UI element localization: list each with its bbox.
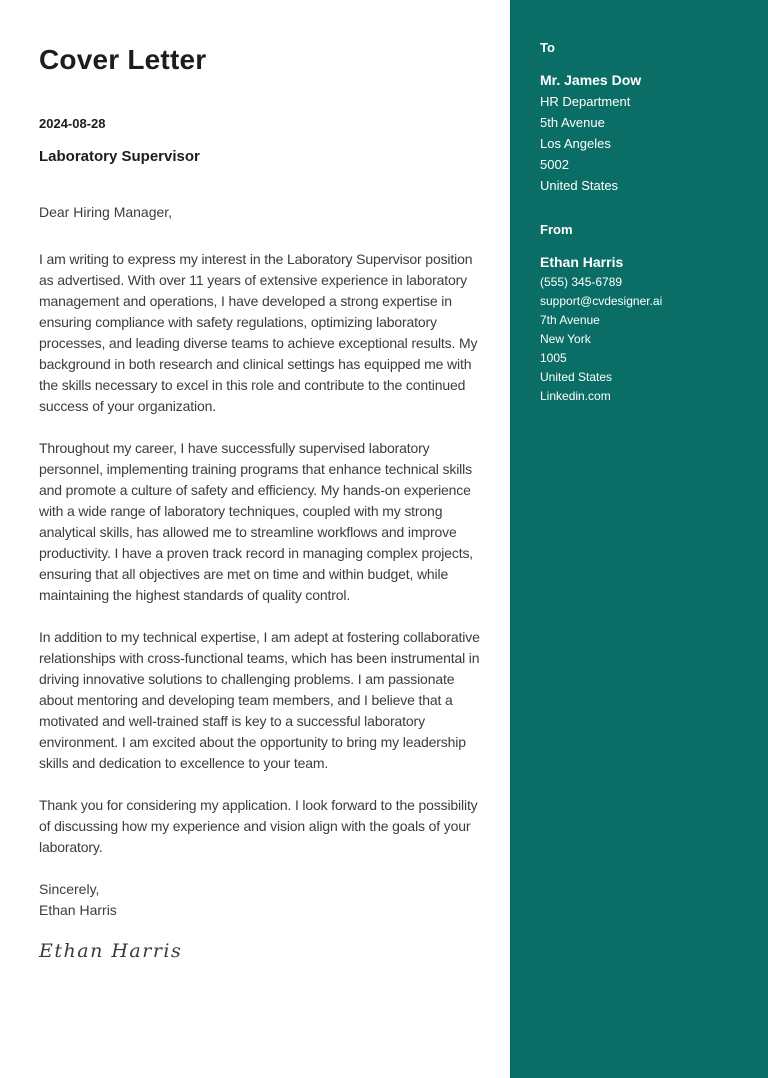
- recipient-city: Los Angeles: [540, 136, 611, 151]
- job-title: Laboratory Supervisor: [39, 148, 200, 165]
- sender-country: United States: [540, 370, 613, 384]
- from-section: [540, 222, 744, 406]
- letter-date: 2024-08-28: [39, 116, 106, 131]
- handwritten-signature: Ethan Harris: [39, 940, 183, 962]
- recipient-country: United States: [540, 178, 619, 193]
- sender-zip: 1005: [540, 351, 567, 365]
- paragraph-collaboration: In addition to my technical expertise, I am adept at fostering collaborative relationships with cross-functional teams, which has been instrumental in driving innovative solutions to challenging problems. I am passionate about mentoring and developing team members, and I believe that a motivated and well-trained staff is key to a successful laboratory environment. I am excited about the opportunity to bring my leadership skills and dedication to excellence to your team.: [39, 629, 480, 771]
- paragraph-thanks: Thank you for considering my application. I look forward to the possibility of discussing how my experience and vision align with the goals of your laboratory.: [39, 797, 478, 855]
- recipient-zip: 5002: [540, 157, 569, 172]
- sender-street: 7th Avenue: [540, 313, 600, 327]
- salutation: Dear Hiring Manager,: [39, 204, 173, 220]
- closing-line: Sincerely,: [39, 881, 100, 897]
- signer-name: Ethan Harris: [39, 902, 117, 918]
- sender-phone: (555) 345-6789: [540, 275, 623, 289]
- recipient-name: Mr. James Dow: [540, 72, 642, 88]
- sender-linkedin[interactable]: Linkedin.com: [540, 389, 611, 403]
- to-heading: To: [540, 40, 555, 55]
- to-section: [540, 40, 744, 196]
- recipient-department: HR Department: [540, 94, 631, 109]
- closing-block: [39, 879, 480, 921]
- contact-sidebar: [510, 0, 768, 1078]
- paragraph-career: Throughout my career, I have successfully supervised laboratory personnel, implementing training programs that enhance technical skills and promote a culture of safety and efficiency. My hands-on experience with a wide range of laboratory techniques, coupled with my strong analytical skills, has allowed me to streamline workflows and improve productivity. I have a proven track record in managing complex projects, ensuring that all objectives are met on time and within budget, while maintaining the highest standards of quality control.: [39, 440, 474, 603]
- from-heading: From: [540, 222, 573, 237]
- paragraph-intro: I am writing to express my interest in the Laboratory Supervisor position as advertised. With over 11 years of extensive experience in laboratory management and operations, I have developed a strong expertise in ensuring compliance with safety regulations, optimizing laboratory processes, and leading diverse teams to achieve exceptional results. My background in both research and clinical settings has equipped me with the skills necessary to excel in this role and contribute to the continued success of your organization.: [39, 251, 478, 414]
- sender-city: New York: [540, 332, 591, 346]
- sender-name: Ethan Harris: [540, 254, 624, 270]
- recipient-street: 5th Avenue: [540, 115, 605, 130]
- sender-email[interactable]: support@cvdesigner.ai: [540, 294, 663, 308]
- page-title: Cover Letter: [39, 44, 207, 75]
